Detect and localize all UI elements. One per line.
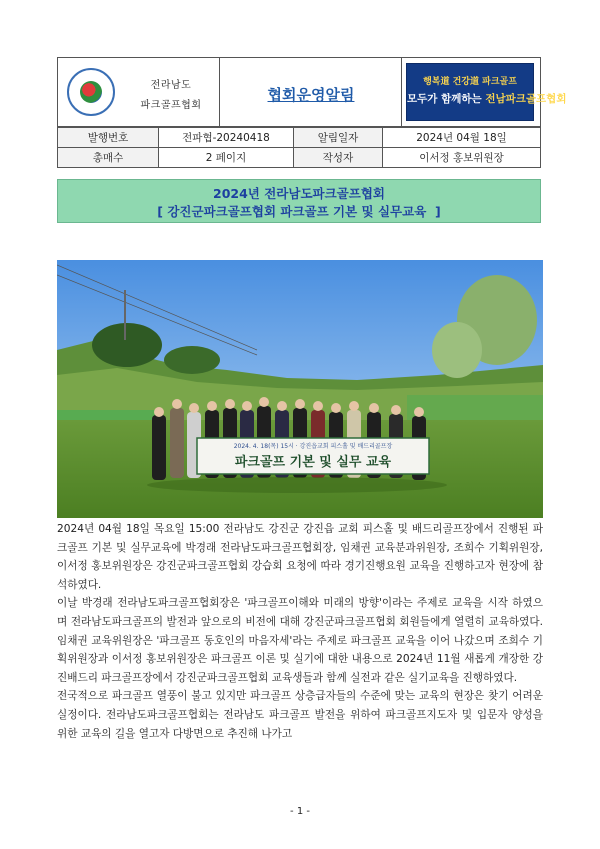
- body-paragraph-2: 이날 박경래 전라남도파크골프협회장은 '파크골프이해와 미래의 방향'이라는 주제로 교육을 시작 하였으며 전라남도파크골프의 발전과 앞으로의 비전에 대해 강진군파크골프협회 회원들에게 열렬히 교육하였다. 임채권 교육위원장은 '파크골프 동호인의 마음자세'라는 주제로 파크골프 교육을 이어 나갔으며 조희수 기획위원장과 이서정 홍보위원장은 파크골프 이론 및 실기에 대한 내용으로 2024년 11월 새롭게 개장한 강진배드리 파크골프장에서 강진군파크골프협회 교육생들과 함께 실전과 같은 실기교육을 진행하였다.: [57, 597, 543, 684]
- body-paragraph-1: 2024년 04월 18일 목요일 15:00 전라남도 강진군 강진읍 교회 피스홀 및 배드리골프장에서 진행된 파크골프 기본 및 실무교육에 박경래 전라남도파크골프협회장, 임채권 교육분과위원장, 조희수 기획위원장, 이서정 홍보위원장은 강진군파크골프협회 강습회 요청에 따라 경기진행요원 교육을 진행하고자 현장에 참석하였다.: [57, 523, 543, 591]
- slogan-line1: 행복道 건강道 파크골프: [423, 77, 517, 87]
- notice-title: 협회운영알림: [267, 86, 355, 104]
- page-number: - 1 -: [290, 806, 310, 817]
- article-title-line1: 2024년 전라남도파크골프협회: [213, 186, 385, 201]
- slogan-banner: [406, 63, 567, 121]
- group-photo: [57, 260, 543, 518]
- author-value: 이서정 홍보위원장: [383, 148, 541, 168]
- pages-label: 총매수: [58, 148, 159, 168]
- svg-text:2024. 4. 18(목) 15시 · 강진읍교회 피스홀: 2024. 4. 18(목) 15시 · 강진읍교회 피스홀 및 배드리골프장: [233, 443, 393, 450]
- org-name-line1: 전라남도: [150, 80, 192, 91]
- org-name-line2: 파크골프협회: [140, 100, 202, 111]
- doc-no-label: 발행번호: [58, 128, 159, 148]
- doc-no-value: 전파협-20240418: [159, 128, 294, 148]
- header-banner-cell: [402, 58, 567, 126]
- slogan-line2: 모두가 함께하는 전남파크골프협회: [407, 93, 567, 105]
- logo-emblem-icon: [80, 81, 102, 103]
- document-info-table: [57, 127, 541, 168]
- date-value: 2024년 04월 18일: [383, 128, 541, 148]
- svg-text:파크골프 기본 및 실무 교육: 파크골프 기본 및 실무 교육: [234, 455, 392, 470]
- article-body: [57, 520, 543, 743]
- header-logo-cell: [58, 58, 220, 126]
- association-logo: [67, 68, 115, 116]
- body-paragraph-3: 전국적으로 파크골프 열풍이 불고 있지만 파크골프 상층급자들의 수준에 맞는 교육의 현장은 찾기 어려운 실정이다. 전라남도파크골프협회는 전라남도 파크골프 발전을 위하여 파크골프지도자 및 입문자 양성을 위한 교육의 길을 열고자 다방면으로 추진해 나가고: [57, 690, 543, 740]
- pages-value: 2 페이지: [159, 148, 294, 168]
- article-title-line2: [ 강진군파크골프협회 파크골프 기본 및 실무교육 ]: [157, 204, 441, 219]
- date-label: 알림일자: [294, 128, 383, 148]
- article-title-box: [57, 179, 541, 223]
- document-header: [57, 57, 567, 127]
- header-title-cell: [220, 58, 402, 126]
- author-label: 작성자: [294, 148, 383, 168]
